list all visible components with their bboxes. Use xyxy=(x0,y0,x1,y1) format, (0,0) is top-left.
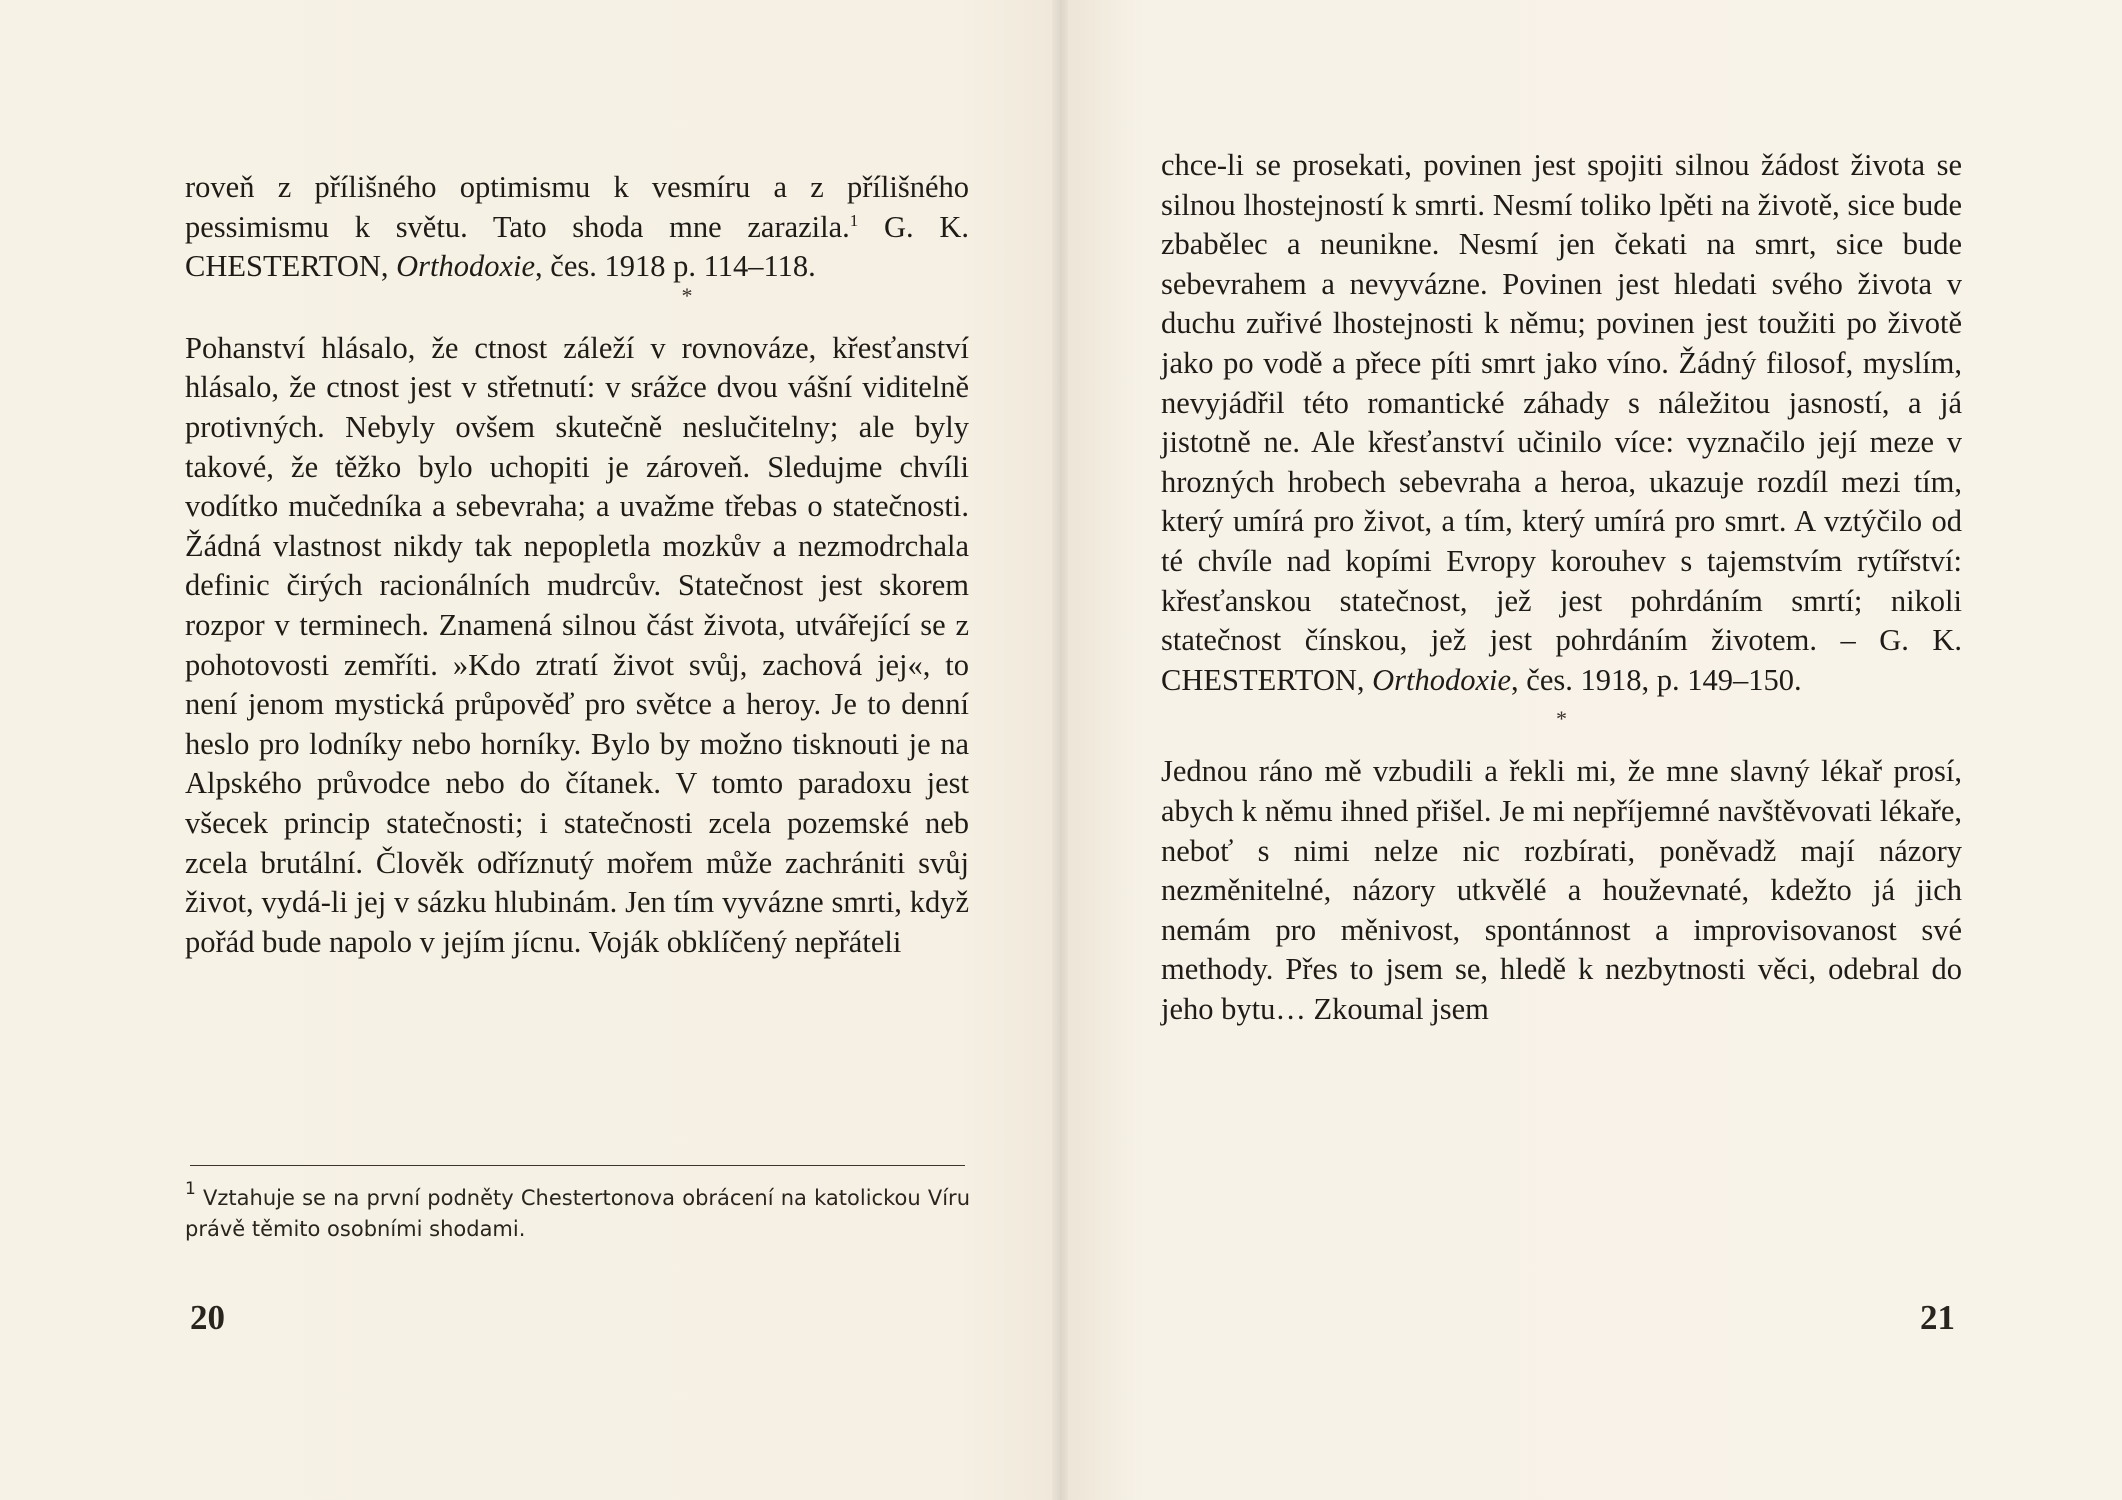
left-section-separator: * xyxy=(681,282,693,308)
left-paragraph-2: Pohanství hlásalo, že ctnost záleží v rovnováze, křesťanství hlásalo, že ctnost jest v střetnutí: v srážce dvou vášní viditelně protivných. Nebyly ovšem skutečně neslučitelny; ale byly takové, že těžko bylo uchopiti je zároveň. Sledujme chvíli vodítko mučedníka a sebevraha; a uvažme třebas o statečnosti. Žádná vlastnost nikdy tak nepopletla mozkův a nezmodrchala definic čirých racionálních mudrcův. Statečnost jest skorem rozpor v terminech. Znamená silnou část života, utvářející se z pohotovosti zemříti. »Kdo ztratí život svůj, zachová jej«, to není jenom mystická průpověď pro světce a heroy. Je to denní heslo pro lodníky nebo horníky. Bylo by možno tisknouti je na Alpského průvodce nebo do čítanek. V tomto paradoxu jest všecek princip statečnosti; i statečnosti zcela pozemské neb zcela brutální. Člověk odříznutý mořem může zachrániti svůj život, vydá-li jej v sázku hlubinám. Jen tím vyvázne smrti, když pořád bude napolo v jejím jícnu. Voják obklíčený nepřáteli xyxy=(185,330,969,959)
book-gutter xyxy=(1052,0,1068,1500)
right-citation-title: Orthodoxie xyxy=(1372,662,1512,697)
right-citation-author: G. K. CHESTERTON, xyxy=(1161,623,1962,697)
left-citation-title: Orthodoxie xyxy=(396,249,536,284)
right-citation-rest: , čes. 1918, p. 149–150. xyxy=(1511,662,1802,697)
right-paragraph-1-text: chce-li se prosekati, povinen jest spojiti silnou žádost života se silnou lhostejností k smrti. Nesmí toliko lpěti na životě, sice bude zbabělec a neunikne. Nesmí jen čekati na smrt, sice bude sebevrahem a nevyvázne. Povinen jest hledati svého života v duchu zuřivé lhostejnosti k němu; povinen jest toužiti po životě jako po vodě a přece píti smrt jako víno. Žádný filosof, myslím, nevyjádřil této romantické záhady s náležitou jasností, a já jistotně ne. Ale křesťanství učinilo více: vyznačilo její meze v hrozných hrobech sebevraha a heroa, ukazuje rozdíl mezi tím, který umírá pro život, a tím, který umírá pro smrt. A vztýčilo od té chvíle nad kopími Evropy korouhev s tajemstvím rytířství: křesťanskou statečnost, jež jest pohrdáním smrtí; nikoli statečnost čínskou, jež jest pohrdáním životem. – xyxy=(1161,148,1962,658)
left-paragraph-1-text: roveň z přílišného optimismu k vesmíru a z přílišného pessimismu k světu. Tato shoda mne zarazila. xyxy=(185,170,969,244)
left-page-text xyxy=(185,168,969,962)
footnote xyxy=(185,1179,970,1245)
right-page-text xyxy=(1161,146,1962,1029)
right-section-separator: * xyxy=(1556,706,1567,732)
right-page xyxy=(1060,0,2122,1500)
left-page-number: 20 xyxy=(190,1298,225,1337)
right-paragraph-2: Jednou ráno mě vzbudili a řekli mi, že mne slavný lékař prosí, abych k němu ihned přišel. Je mi nepříjemné navštěvovati lékaře, neboť s nimi nelze nic rozbírati, poněvadž mají názory nezměnitelné, názory utkvělé a houževnaté, kdežto já jich nemám pro měnivost, spontánnost a improvisovanost své methody. Přes to jsem se, hledě k nezbytnosti věci, odebral do jeho bytu… Zkoumal jsem xyxy=(1161,754,1962,1026)
footnote-marker: 1 xyxy=(849,210,859,230)
footnote-rule xyxy=(190,1165,965,1166)
footnote-text: Vztahuje se na první podněty Chestertonova obrácení na katolickou Víru právě těmito osobními shodami. xyxy=(185,1186,970,1241)
left-citation-rest: , čes. 1918 p. 114–118. xyxy=(535,249,816,284)
left-paragraph-1 xyxy=(185,168,969,287)
left-page xyxy=(0,0,1060,1500)
right-paragraph-1 xyxy=(1161,146,1962,700)
footnote-number: 1 xyxy=(185,1179,196,1199)
left-citation-author: G. K. CHESTERTON, xyxy=(185,209,969,284)
right-page-number: 21 xyxy=(1920,1298,1955,1337)
